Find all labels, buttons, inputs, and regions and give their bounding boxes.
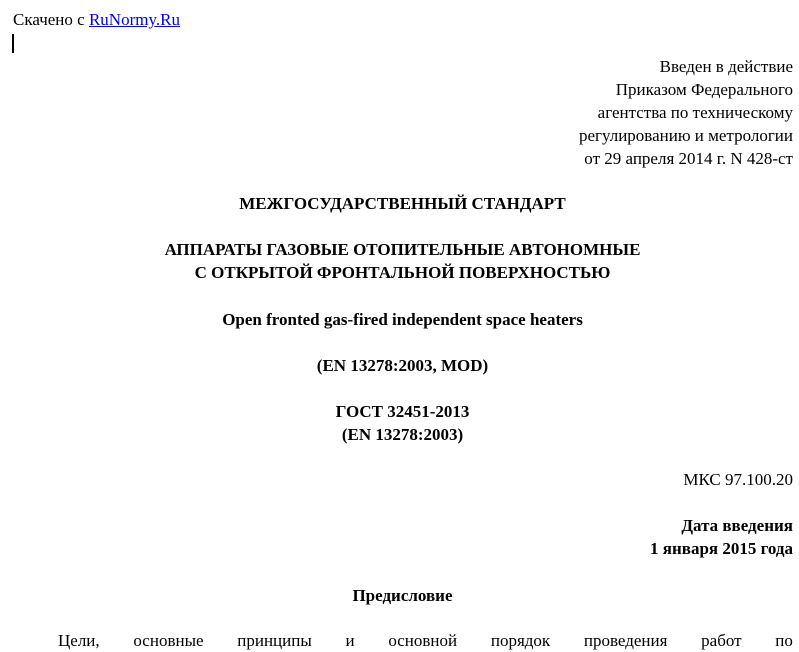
preface-heading: Предисловие: [352, 586, 453, 605]
preface-word: проведения: [583, 631, 668, 650]
title-line-1: АППАРАТЫ ГАЗОВЫЕ ОТОПИТЕЛЬНЫЕ АВТОНОМНЫЕ: [164, 240, 641, 259]
date-value: 1 января 2015 года: [650, 539, 793, 558]
enactment-block: [579, 55, 793, 170]
preface-word: по: [775, 631, 793, 650]
preface-word: основной: [388, 631, 458, 650]
mks-code: МКС 97.100.20: [683, 470, 793, 489]
standard-type-heading: МЕЖГОСУДАРСТВЕННЫЙ СТАНДАРТ: [239, 194, 566, 213]
enactment-line: агентства по техническому: [597, 103, 793, 122]
download-source-line: [13, 8, 180, 31]
preface-word: основные: [133, 631, 204, 650]
enactment-line: регулированию и метрологии: [578, 126, 793, 145]
preface-word: и: [345, 631, 355, 650]
en-reference-mod: (EN 13278:2003, MOD): [316, 356, 489, 375]
english-title: Open fronted gas-fired independent space heaters: [222, 310, 583, 329]
preface-word: работ: [701, 631, 742, 650]
enactment-line: от 29 апреля 2014 г. N 428-ст: [584, 149, 793, 168]
en-reference: (EN 13278:2003): [341, 425, 464, 444]
title-line-2: С ОТКРЫТОЙ ФРОНТАЛЬНОЙ ПОВЕРХНОСТЬЮ: [194, 263, 611, 282]
preface-paragraph: [58, 629, 793, 652]
enactment-line: Введен в действие: [659, 57, 793, 76]
preface-word: принципы: [237, 631, 312, 650]
download-source-prefix: Скачено с: [13, 10, 85, 29]
gost-number: ГОСТ 32451-2013: [335, 402, 470, 421]
introduction-date-block: [650, 514, 793, 560]
text-cursor: [12, 34, 14, 53]
date-label: Дата введения: [681, 516, 793, 535]
preface-word: Цели,: [58, 631, 100, 650]
runormy-link[interactable]: RuNormy.Ru: [88, 10, 180, 29]
enactment-line: Приказом Федерального: [615, 80, 793, 99]
preface-word: порядок: [490, 631, 551, 650]
